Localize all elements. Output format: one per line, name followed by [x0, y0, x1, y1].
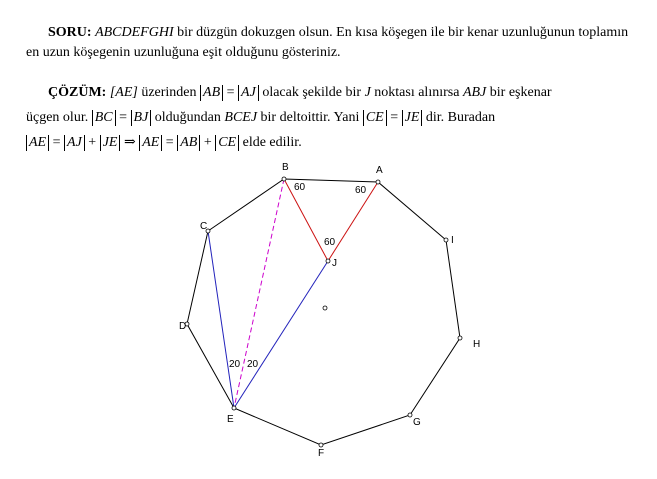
- label-b: B: [282, 162, 289, 173]
- abs-ae: AE: [26, 135, 49, 151]
- text-fragment: üçgen olur.: [26, 110, 89, 125]
- point-j: [326, 259, 330, 263]
- solution-line-3: AE = AJ + JE ⇒ AE = AB + CE elde edilir.: [26, 130, 641, 155]
- label-c: C: [200, 221, 208, 232]
- label-d: D: [179, 321, 187, 332]
- triangle-abj: ABJ: [462, 85, 487, 100]
- center-point: [323, 306, 327, 310]
- text-fragment: bir deltoittir. Yani: [260, 110, 360, 125]
- segment-ae: [AE]: [109, 85, 138, 100]
- segment-aj: [328, 182, 378, 261]
- abs-ab: AB: [200, 85, 223, 101]
- vertex-e-point: [232, 406, 236, 410]
- point-j: J: [364, 85, 371, 100]
- text-fragment: bir eşkenar: [489, 85, 552, 100]
- vertex-a-point: [376, 180, 380, 184]
- segment-je: [234, 261, 328, 408]
- text-fragment: olacak şekilde bir: [262, 85, 362, 100]
- abs-bj: BJ: [131, 110, 152, 126]
- abs-ab: AB: [177, 135, 200, 151]
- angle-b-label: 60: [294, 182, 306, 193]
- vertex-h-point: [458, 336, 462, 340]
- abs-je: JE: [100, 135, 121, 151]
- segment-ce: [208, 231, 234, 408]
- abs-je: JE: [402, 110, 423, 126]
- solution-line-2: üçgen olur. BC = BJ olduğundan BCEJ bir deltoittir. Yani CE = JE dir. Buradan: [26, 110, 496, 125]
- segment-bj: [284, 179, 328, 261]
- abs-ce: CE: [215, 135, 239, 151]
- vertex-f-point: [319, 443, 323, 447]
- angle-e1-label: 20: [229, 359, 241, 370]
- vertex-b-point: [282, 177, 286, 181]
- text-fragment: üzerinden: [141, 85, 197, 100]
- angle-a-label: 60: [355, 185, 367, 196]
- solution-label: ÇÖZÜM:: [48, 85, 107, 100]
- nonagon-outline: [187, 179, 460, 445]
- label-i: I: [451, 235, 454, 246]
- abs-aj: AJ: [64, 135, 85, 151]
- problem-text: bir düzgün dokuzgen olsun. En kısa köşegen ile bir kenar uzunluğunun toplamın en uzun köşegenin uzunluğuna eşit olduğunu gösteriniz.: [26, 25, 629, 60]
- vertex-i-point: [444, 238, 448, 242]
- label-g: G: [413, 417, 421, 428]
- problem-label: SORU:: [48, 25, 92, 40]
- solution-line-1: ÇÖZÜM: [AE] üzerinden AB = AJ olacak şekilde bir J noktası alınırsa ABJ bir eşkenar: [48, 85, 552, 100]
- angle-e2-label: 20: [247, 359, 259, 370]
- text-fragment: olduğundan: [154, 110, 221, 125]
- abs-ce: CE: [363, 110, 387, 126]
- segment-be-dashed: [234, 179, 284, 408]
- vertex-g-point: [408, 413, 412, 417]
- problem-polygon: ABCDEFGHI: [95, 25, 174, 40]
- label-f: F: [318, 448, 325, 459]
- text-fragment: dir. Buradan: [425, 110, 496, 125]
- text-fragment: elde edilir.: [242, 135, 302, 150]
- label-a: A: [376, 165, 383, 176]
- abs-bc: BC: [92, 110, 116, 126]
- label-h: H: [473, 339, 481, 350]
- abs-ae: AE: [139, 135, 162, 151]
- text-fragment: noktası alınırsa: [374, 85, 460, 100]
- quad-bcej: BCEJ: [224, 110, 258, 125]
- abs-aj: AJ: [238, 85, 259, 101]
- label-e: E: [227, 414, 234, 425]
- angle-j-label: 60: [324, 237, 336, 248]
- label-j: J: [332, 258, 337, 269]
